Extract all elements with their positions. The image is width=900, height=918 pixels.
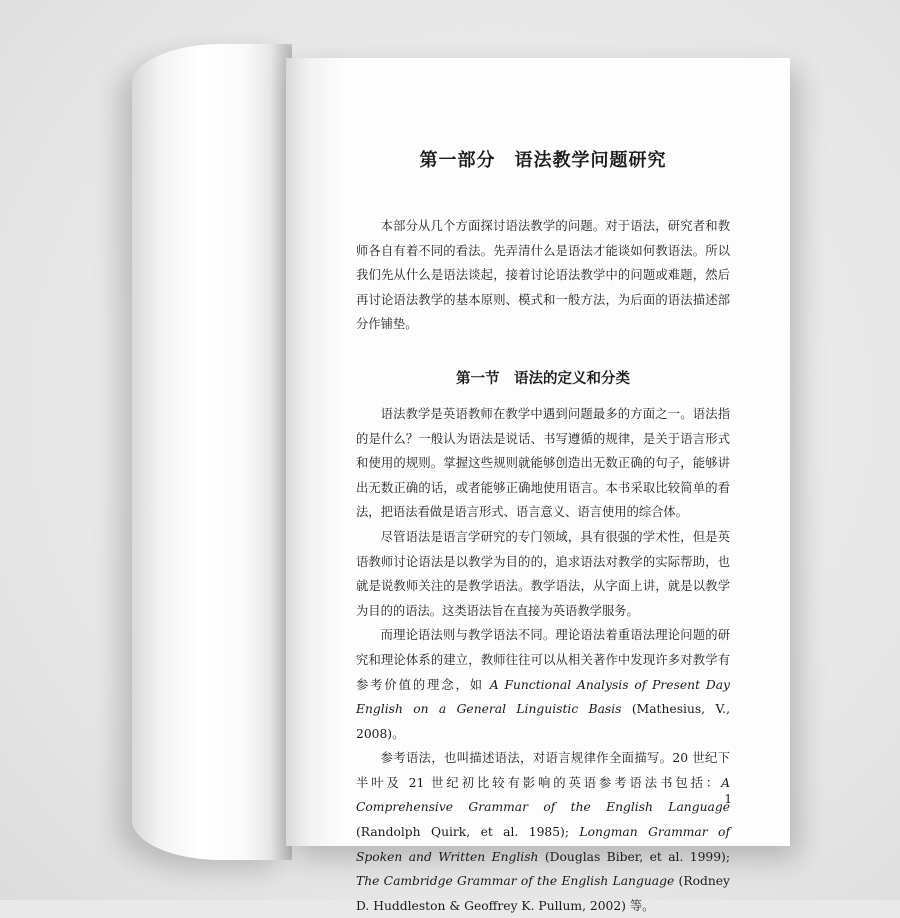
citation: (Rodney D. Huddleston & Geoffrey K. Pullum, 2002) 等。 (356, 874, 730, 913)
page-number: 1 (724, 792, 732, 806)
paragraph-4 (356, 746, 730, 918)
page-content (356, 146, 730, 918)
paragraph-2: 尽管语法是语言学研究的专门领域，具有很强的学术性，但是英语教师讨论语法是以教学为目的的，追求语法对教学的实际帮助，也就是说教师关注的是教学语法。教学语法，从字面上讲，就是以教学为目的的语法。这类语法旨在直接为英语教学服务。 (356, 529, 730, 618)
paragraph-3 (356, 623, 730, 746)
paragraph-4-text: 参考语法，也叫描述语法，对语言规律作全面描写。20 世纪下半叶及 21 世纪初比较有影响的英语参考语法书包括： (356, 751, 730, 790)
citation: (Randolph Quirk, et al. 1985); (356, 825, 580, 840)
paragraph-1: 语法教学是英语教师在教学中遇到问题最多的方面之一。语法指的是什么？一般认为语法是说话、书写遵循的规律，是关于语言形式和使用的规则。掌握这些规则就能够创造出无数正确的句子，能够讲出无数正确的话，或者能够正确地使用语言。本书采取比较简单的看法，把语法看做是语言形式、语言意义、语言使用的综合体。 (356, 406, 730, 520)
citation: (Mathesius, V., 2008)。 (356, 702, 730, 741)
part-title: 第一部分 语法教学问题研究 (419, 150, 667, 171)
paragraph-3-text: 而理论语法则与教学语法不同。理论语法着重语法理论问题的研究和理论体系的建立，教师往往可以从相关著作中发现许多对教学有参考价值的理念，如 (356, 628, 730, 692)
book-title: A Comprehensive Grammar of the English Language (356, 775, 730, 815)
book-page (286, 58, 790, 913)
left-page-stack (132, 44, 292, 860)
book-title: A Functional Analysis of Present Day English on a General Linguistic Basis (356, 677, 730, 717)
book-title: The Cambridge Grammar of the English Language (356, 874, 675, 889)
citation: (Douglas Biber, et al. 1999); (538, 849, 730, 864)
intro-paragraph: 本部分从几个方面探讨语法教学的问题。对于语法，研究者和教师各自有着不同的看法。先弄清什么是语法才能谈如何教语法。所以我们先从什么是语法谈起，接着讨论语法教学中的问题或难题，然后再讨论语法教学的基本原则、模式和一般方法，为后面的语法描述部分作铺垫。 (356, 219, 730, 332)
section-title: 第一节 语法的定义和分类 (456, 369, 630, 387)
book-title: Longman Grammar of Spoken and Written English (356, 825, 731, 864)
